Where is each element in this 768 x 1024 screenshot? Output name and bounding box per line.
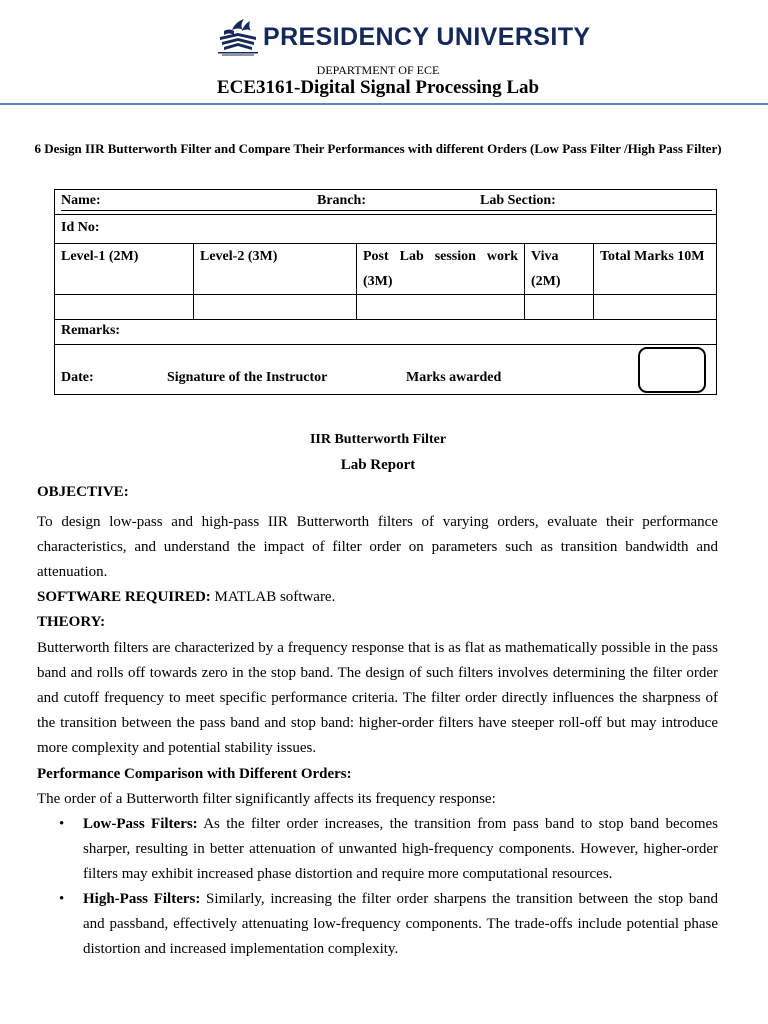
lab-section-label: Lab Section:	[480, 193, 556, 208]
viva-header: Viva (2M)	[531, 249, 561, 289]
software-line	[37, 585, 718, 610]
list-item	[37, 812, 718, 887]
software-text: MATLAB software.	[210, 589, 336, 605]
post-lab-cell	[357, 295, 525, 320]
header-divider	[0, 103, 768, 105]
list-item	[37, 887, 718, 962]
university-logo	[216, 17, 591, 57]
bullet-label: High-Pass Filters:	[83, 891, 201, 907]
remarks-label: Remarks:	[61, 323, 121, 338]
report-title: Lab Report	[340, 457, 416, 473]
table-row	[55, 345, 717, 395]
bullet-icon: •	[59, 816, 65, 832]
date-label: Date:	[61, 370, 94, 385]
branch-label: Branch:	[317, 193, 366, 208]
comparison-intro: The order of a Butterworth filter significantly affects its frequency response:	[37, 791, 496, 807]
marks-awarded-label: Marks awarded	[406, 370, 502, 385]
marks-table	[54, 189, 717, 395]
bullet-text: Similarly, increasing the filter order sharpens the transition between the stop band and passband, effectively attenuating low-frequency components. The trade-offs include potential phase distortion and increased implementation complexity.	[83, 891, 719, 957]
bullet-text: As the filter order increases, the transition from pass band to stop band becomes sharper, resulting in better attenuation of unwanted high-frequency components. However, higher-order filters may exhibit increased phase distortion and require more computational resources.	[83, 816, 718, 882]
bullet-label: Low-Pass Filters:	[83, 816, 198, 832]
table-row	[55, 244, 717, 295]
objective-heading: OBJECTIVE:	[37, 484, 129, 500]
experiment-title: 6 Design IIR Butterworth Filter and Compare Their Performances with different Orders (Low Pass Filter /High Pass Filter)	[34, 141, 722, 156]
theory-heading: THEORY:	[37, 614, 106, 630]
objective-text: To design low-pass and high-pass IIR Butterworth filters of varying orders, evaluate their performance characteristics, and understand the impact of filter order on parameters such as transition bandwidth and attenuation.	[37, 514, 718, 580]
viva-cell	[525, 295, 594, 320]
theory-text: Butterworth filters are characterized by a frequency response that is as flat as mathematically possible in the pass band and rolls off towards zero in the stop band. The design of such filters involves determining the filter order and cutoff frequency to meet specific performance criteria. The filter order directly influences the sharpness of the transition between the pass band and stop band: higher-order filters have steeper roll-off but may introduce more complexity and potential stability issues.	[37, 640, 718, 756]
table-row	[55, 295, 717, 320]
university-name: PRESIDENCY UNIVERSITY	[263, 23, 591, 51]
table-row	[55, 215, 717, 244]
total-marks-header: Total Marks 10M	[600, 249, 705, 264]
report-subtitle: IIR Butterworth Filter	[309, 432, 447, 447]
level1-header: Level-1 (2M)	[61, 249, 139, 264]
name-label: Name:	[61, 193, 101, 208]
book-tree-icon	[216, 17, 260, 57]
software-heading: SOFTWARE REQUIRED:	[37, 589, 211, 605]
total-marks-cell	[594, 295, 717, 320]
level2-header: Level-2 (3M)	[200, 249, 278, 264]
name-underline	[61, 210, 712, 211]
table-row	[55, 320, 717, 345]
table-row	[55, 190, 717, 215]
id-label: Id No:	[61, 220, 100, 235]
level2-cell	[194, 295, 357, 320]
course-title: ECE3161-Digital Signal Processing Lab	[216, 77, 540, 98]
comparison-list	[37, 812, 718, 962]
post-lab-header: Post Lab session work (3M)	[363, 249, 518, 289]
signature-label: Signature of the Instructor	[167, 370, 328, 385]
department-label: DEPARTMENT OF ECE	[316, 63, 440, 77]
level1-cell	[55, 295, 194, 320]
bullet-icon: •	[59, 891, 65, 907]
marks-awarded-box	[638, 347, 706, 393]
comparison-heading: Performance Comparison with Different Orders:	[37, 766, 352, 782]
